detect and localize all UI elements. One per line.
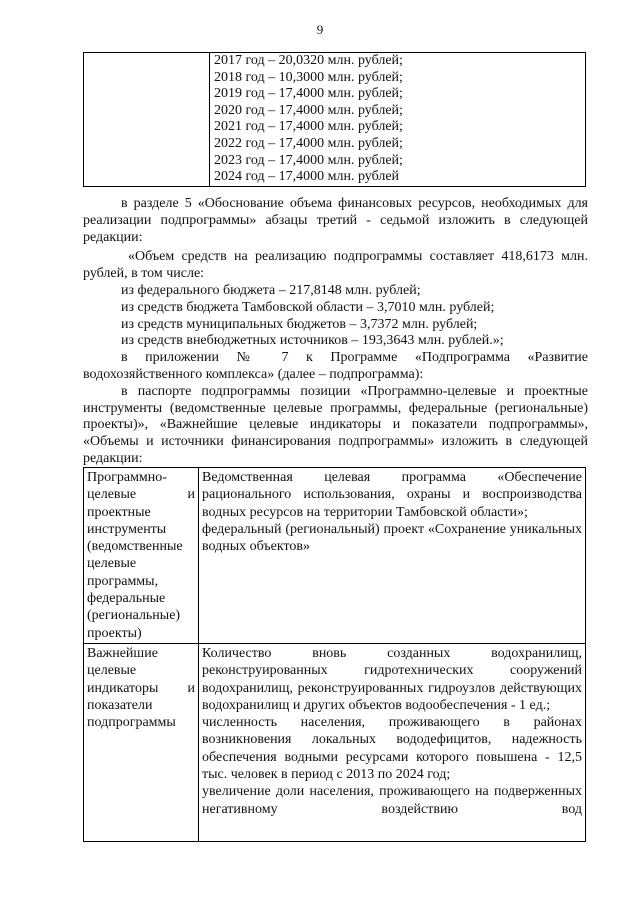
paragraph-extrabudget: из средств внебюджетных источников – 193,3643 млн. рублей.»; (121, 333, 504, 349)
label-line: Важнейшие (87, 645, 158, 661)
instrument-program-text: Ведомственная целевая программа «Обеспечение рационального использования, охраны и воспроизводства водных ресурсов на территории Тамбовской области»; (202, 470, 582, 520)
paragraph-federal: из федерального бюджета – 217,8148 млн. рублей; (121, 282, 421, 298)
row-label-indicators (84, 643, 199, 841)
passport-table (83, 467, 586, 842)
instrument-project-text: федеральный (региональный) проект «Сохранение уникальных водных объектов» (202, 521, 582, 555)
label-line: индикаторы и (87, 680, 195, 696)
label-line: федеральные (87, 591, 166, 607)
funding-year-line: 2021 год – 17,4000 млн. рублей; (214, 119, 403, 135)
indicator-share-text: увеличение доли населения, проживающего на подверженных негативному воздействию вод (202, 784, 582, 817)
funding-table-empty-cell (84, 53, 210, 187)
funding-year-line: 2022 год – 17,4000 млн. рублей; (214, 135, 403, 151)
funding-year-line: 2018 год – 10,3000 млн. рублей; (214, 69, 403, 85)
label-line: проекты) (87, 625, 142, 641)
label-line: целевые (87, 663, 137, 679)
funding-year-line: 2017 год – 20,0320 млн. рублей; (214, 53, 403, 68)
page-number: 9 (316, 22, 324, 37)
funding-year-line: 2020 год – 17,4000 млн. рублей; (214, 102, 403, 118)
paragraph-appendix7: в приложении № 7 к Программе «Подпрограмма «Развитие водохозяйственного комплекса» (далее – подпрограмма): (83, 350, 588, 382)
indicator-population-text: численность населения, проживающего в районах возникновения локальных вододефицитов, надежность обеспечения водными ресурсами которого повышена - 12,5 тыс. человек в период с 2013 по 2024 год; (202, 715, 582, 783)
paragraph-volume: «Объем средств на реализацию подпрограммы составляет 418,6173 млн. рублей, в том числе: (83, 249, 588, 282)
row-value-instruments (199, 468, 586, 644)
funding-year-line: 2019 год – 17,4000 млн. рублей; (214, 86, 403, 102)
indicator-reservoirs-text: Количество вновь созданных водохранилищ, реконструированных гидротехнических сооружений водохранилищ, реконструированных гидроузлов действующих водохранилищ и других объектов водообеспечения - 1 ед.; (202, 645, 582, 713)
table-row (84, 468, 586, 644)
funding-year-line: 2024 год – 17,4000 млн. рублей (214, 169, 400, 185)
label-line: Программно- (87, 470, 167, 485)
funding-table (83, 52, 586, 187)
amendment-text (83, 196, 588, 468)
label-line: (ведомственные (87, 539, 183, 555)
label-line: инструменты (87, 521, 167, 537)
label-line: (региональные) (87, 608, 181, 624)
label-line: проектные (87, 504, 151, 520)
funding-year-line: 2023 год – 17,4000 млн. рублей; (214, 152, 403, 168)
label-line: подпрограммы (87, 715, 176, 731)
row-label-instruments (84, 468, 199, 644)
paragraph-regional: из средств бюджета Тамбовской области – 3,7010 млн. рублей; (121, 299, 495, 315)
label-line: целевые и (87, 487, 195, 503)
table-row (84, 643, 586, 841)
row-value-indicators (199, 643, 586, 841)
paragraph-passport: в паспорте подпрограммы позиции «Программно-целевые и проектные инструменты (ведомственные целевые программы, федеральные (региональные) проекты)», «Важнейшие целевые индикаторы и показатели подпрограммы», «Объемы и источники финансирования подпрограммы» изложить в следующей редакции: (83, 383, 588, 466)
label-line: показатели (87, 697, 153, 713)
label-line: целевые (87, 556, 137, 572)
funding-table-years-cell (210, 53, 586, 187)
paragraph-section5: в разделе 5 «Обоснование объема финансовых ресурсов, необходимых для реализации подпрограммы» абзацы третий - седьмой изложить в следующей редакции: (83, 196, 588, 245)
paragraph-municipal: из средств муниципальных бюджетов – 3,7372 млн. рублей; (121, 316, 478, 332)
label-line: программы, (87, 573, 159, 589)
